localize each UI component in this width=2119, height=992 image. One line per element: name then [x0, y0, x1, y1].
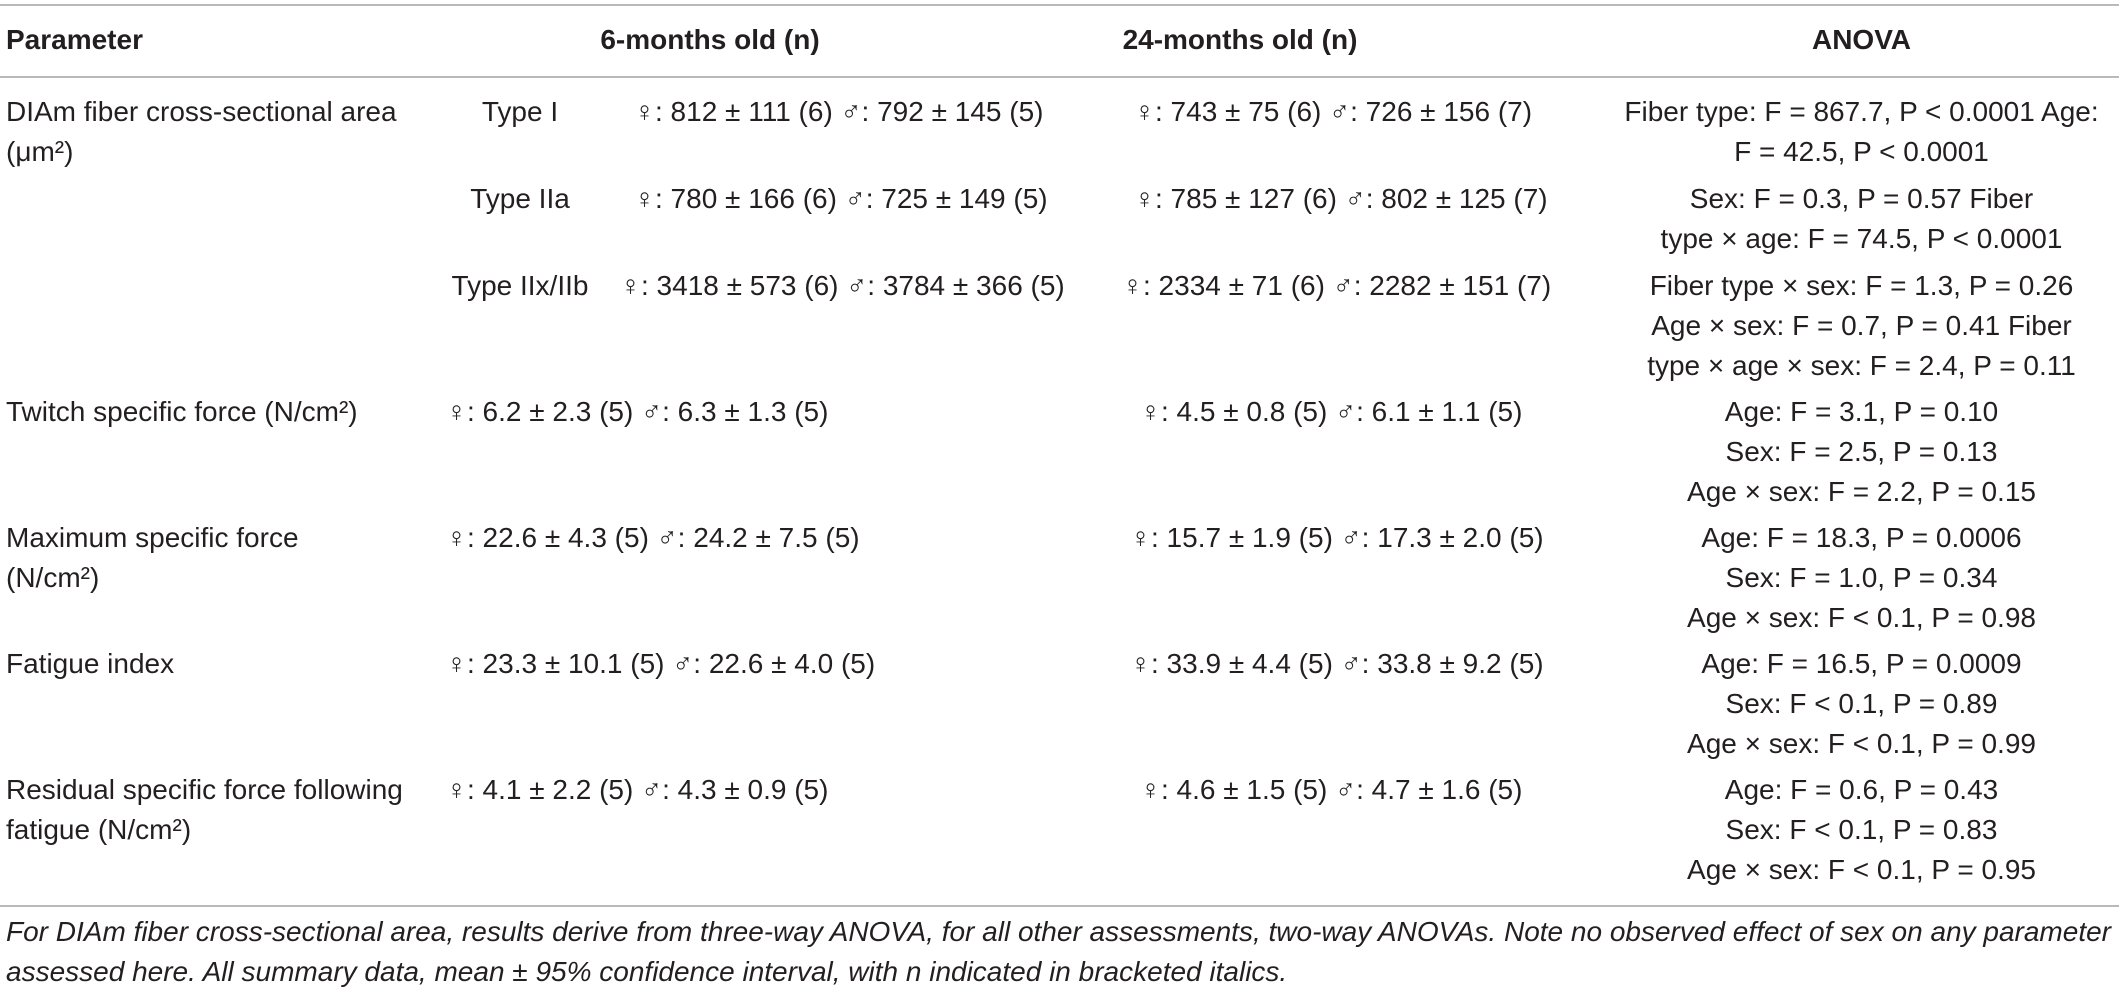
anova-line: Sex: F < 0.1, P = 0.89 — [1725, 688, 1998, 719]
anova-line: type × age × sex: F = 2.4, P = 0.11 — [1647, 350, 2076, 381]
footnote-line: assessed here. All summary data, mean ± 95% confidence interval, with n indicated in bracketed italics. — [6, 956, 1288, 987]
parameter-cell-twitch-force: Twitch specific force (N/cm²) — [6, 396, 358, 427]
footnote-line: For DIAm fiber cross-sectional area, results derive from three-way ANOVA, for all other assessments, two-way ANOVAs. Note no observed effect of sex on any parameter — [6, 916, 2111, 947]
anova-line: Sex: F = 1.0, P = 0.34 — [1725, 562, 1998, 593]
anova-line: Age: F = 0.6, P = 0.43 — [1724, 774, 1999, 805]
anova-line: type × age: F = 74.5, P < 0.0001 — [1660, 223, 2063, 254]
value-6mo-max-force: ♀: 22.6 ± 4.3 (5) ♂: 24.2 ± 7.5 (5) — [446, 522, 860, 553]
value-6mo-type-iia: ♀: 780 ± 166 (6) ♂: 725 ± 149 (5) — [634, 183, 1048, 214]
value-24mo-max-force: ♀: 15.7 ± 1.9 (5) ♂: 17.3 ± 2.0 (5) — [1130, 522, 1544, 553]
anova-cell-twitch-force — [1604, 392, 2119, 512]
value-24mo-type-i: ♀: 743 ± 75 (6) ♂: 726 ± 156 (7) — [1134, 96, 1533, 127]
parameter-cell-diam-csa-line1: DIAm fiber cross-sectional area — [6, 96, 397, 127]
value-6mo-fatigue-index: ♀: 23.3 ± 10.1 (5) ♂: 22.6 ± 4.0 (5) — [446, 648, 876, 679]
table-header-rule — [0, 76, 2119, 78]
parameter-cell-diam-csa-line2: (μm²) — [6, 136, 74, 167]
header-parameter: Parameter — [6, 24, 143, 55]
anova-line: Age × sex: F = 0.7, P = 0.41 Fiber — [1651, 310, 2072, 341]
parameter-cell-max-force-line2: (N/cm²) — [6, 562, 100, 593]
fiber-type-label: Type IIa — [470, 183, 570, 214]
anova-line: Age: F = 16.5, P = 0.0009 — [1701, 648, 2022, 679]
parameter-cell-residual-force-line2: fatigue (N/cm²) — [6, 814, 192, 845]
parameter-cell-residual-force-line1: Residual specific force following — [6, 774, 403, 805]
value-24mo-residual-force: ♀: 4.6 ± 1.5 (5) ♂: 4.7 ± 1.6 (5) — [1140, 774, 1523, 805]
anova-line: Age × sex: F = 2.2, P = 0.15 — [1687, 476, 2036, 507]
table-bottom-rule — [0, 905, 2119, 907]
anova-line: Fiber type × sex: F = 1.3, P = 0.26 — [1649, 270, 2074, 301]
anova-line: Age: F = 3.1, P = 0.10 — [1724, 396, 1999, 427]
value-24mo-type-iix-iib: ♀: 2334 ± 71 (6) ♂: 2282 ± 151 (7) — [1122, 270, 1552, 301]
value-24mo-fatigue-index: ♀: 33.9 ± 4.4 (5) ♂: 33.8 ± 9.2 (5) — [1130, 648, 1544, 679]
parameter-cell-max-force-line1: Maximum specific force — [6, 522, 299, 553]
header-6-months: 6-months old (n) — [600, 24, 820, 55]
header-24-months: 24-months old (n) — [1122, 24, 1358, 55]
anova-cell-max-force — [1604, 518, 2119, 638]
anova-line: F = 42.5, P < 0.0001 — [1734, 136, 1989, 167]
anova-line: Age × sex: F < 0.1, P = 0.99 — [1687, 728, 2036, 759]
anova-line: Sex: F = 2.5, P = 0.13 — [1725, 436, 1998, 467]
anova-line: Sex: F = 0.3, P = 0.57 Fiber — [1689, 183, 2034, 214]
value-6mo-residual-force: ♀: 4.1 ± 2.2 (5) ♂: 4.3 ± 0.9 (5) — [446, 774, 829, 805]
anova-line: Fiber type: F = 867.7, P < 0.0001 Age: — [1624, 96, 2099, 127]
anova-cell-diam-csa — [1604, 92, 2119, 386]
anova-line: Age × sex: F < 0.1, P = 0.95 — [1687, 854, 2036, 885]
value-24mo-twitch-force: ♀: 4.5 ± 0.8 (5) ♂: 6.1 ± 1.1 (5) — [1140, 396, 1523, 427]
fiber-type-label: Type IIx/IIb — [451, 270, 589, 301]
anova-line: Age: F = 18.3, P = 0.0006 — [1701, 522, 2022, 553]
anova-cell-fatigue-index — [1604, 644, 2119, 764]
anova-cell-residual-force — [1604, 770, 2119, 890]
header-anova: ANOVA — [1811, 24, 1912, 55]
value-6mo-type-iix-iib: ♀: 3418 ± 573 (6) ♂: 3784 ± 366 (5) — [620, 270, 1065, 301]
parameter-cell-fatigue-index: Fatigue index — [6, 648, 175, 679]
value-24mo-type-iia: ♀: 785 ± 127 (6) ♂: 802 ± 125 (7) — [1134, 183, 1548, 214]
value-6mo-twitch-force: ♀: 6.2 ± 2.3 (5) ♂: 6.3 ± 1.3 (5) — [446, 396, 829, 427]
value-6mo-type-i: ♀: 812 ± 111 (6) ♂: 792 ± 145 (5) — [634, 96, 1044, 127]
anova-line: Age × sex: F < 0.1, P = 0.98 — [1687, 602, 2036, 633]
table-footnote — [6, 912, 2116, 992]
fiber-type-label: Type I — [481, 96, 559, 127]
table-top-rule — [0, 4, 2119, 6]
anova-line: Sex: F < 0.1, P = 0.83 — [1725, 814, 1998, 845]
